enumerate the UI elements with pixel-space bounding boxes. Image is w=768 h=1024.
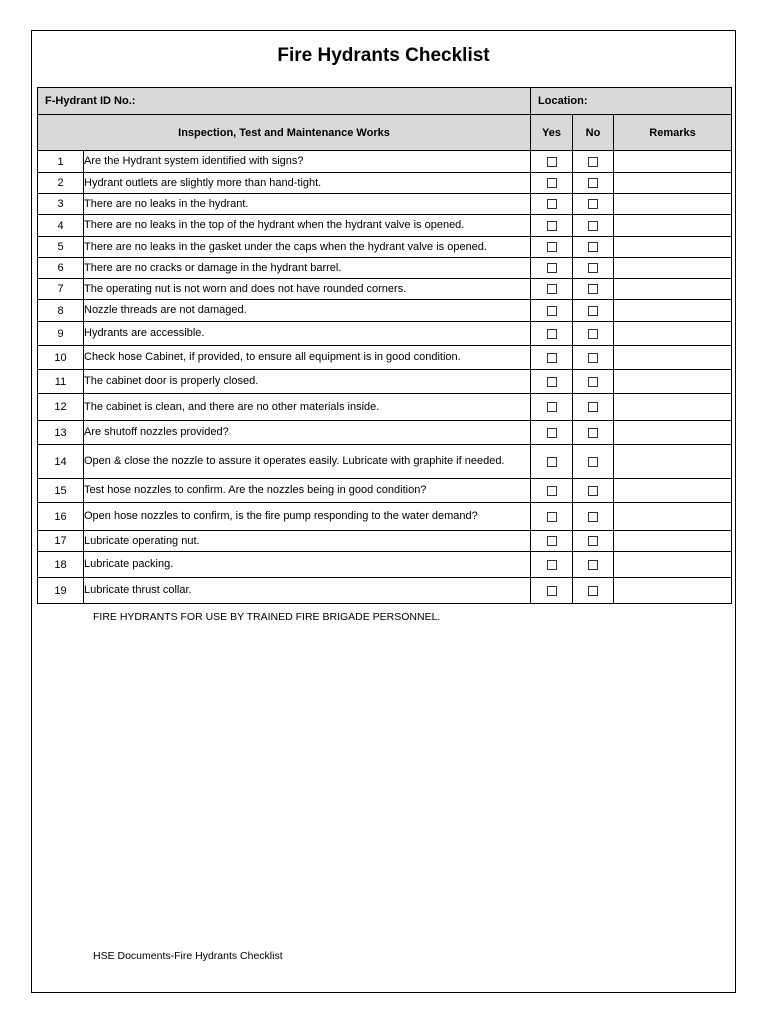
no-checkbox[interactable]	[588, 353, 598, 363]
item-number: 16	[38, 503, 84, 531]
item-text: Nozzle threads are not damaged.	[84, 300, 531, 322]
no-cell	[573, 173, 614, 194]
remarks-cell[interactable]	[614, 479, 732, 503]
table-row	[38, 421, 732, 445]
item-number: 6	[38, 258, 84, 279]
table-row	[38, 300, 732, 322]
yes-cell	[531, 421, 573, 445]
yes-checkbox[interactable]	[547, 428, 557, 438]
table-row	[38, 322, 732, 346]
works-header: Inspection, Test and Maintenance Works	[38, 115, 531, 151]
remarks-cell[interactable]	[614, 322, 732, 346]
yes-cell	[531, 578, 573, 604]
item-text: Check hose Cabinet, if provided, to ensure all equipment is in good condition.	[84, 346, 531, 370]
no-cell	[573, 322, 614, 346]
item-text: Are shutoff nozzles provided?	[84, 421, 531, 445]
remarks-cell[interactable]	[614, 578, 732, 604]
item-number: 12	[38, 394, 84, 421]
no-checkbox[interactable]	[588, 428, 598, 438]
hydrant-id-field[interactable]: F-Hydrant ID No.:	[38, 88, 531, 115]
item-number: 9	[38, 322, 84, 346]
yes-checkbox[interactable]	[547, 457, 557, 467]
item-number: 2	[38, 173, 84, 194]
item-number: 14	[38, 445, 84, 479]
yes-checkbox[interactable]	[547, 402, 557, 412]
yes-checkbox[interactable]	[547, 560, 557, 570]
yes-cell	[531, 370, 573, 394]
checklist-table	[37, 87, 732, 604]
no-cell	[573, 279, 614, 300]
no-cell	[573, 421, 614, 445]
no-checkbox[interactable]	[588, 242, 598, 252]
item-number: 11	[38, 370, 84, 394]
table-row	[38, 346, 732, 370]
item-text: Lubricate thrust collar.	[84, 578, 531, 604]
yes-cell	[531, 279, 573, 300]
no-checkbox[interactable]	[588, 157, 598, 167]
item-number: 18	[38, 552, 84, 578]
item-text: There are no leaks in the gasket under the caps when the hydrant valve is opened.	[84, 237, 531, 258]
table-row	[38, 531, 732, 552]
item-text: Hydrants are accessible.	[84, 322, 531, 346]
table-row	[38, 578, 732, 604]
yes-cell	[531, 445, 573, 479]
yes-cell	[531, 552, 573, 578]
item-number: 19	[38, 578, 84, 604]
yes-checkbox[interactable]	[547, 199, 557, 209]
table-row	[38, 237, 732, 258]
no-checkbox[interactable]	[588, 402, 598, 412]
yes-checkbox[interactable]	[547, 263, 557, 273]
yes-cell	[531, 173, 573, 194]
table-row	[38, 394, 732, 421]
yes-cell	[531, 531, 573, 552]
remarks-cell[interactable]	[614, 346, 732, 370]
no-checkbox[interactable]	[588, 306, 598, 316]
yes-checkbox[interactable]	[547, 306, 557, 316]
no-cell	[573, 578, 614, 604]
no-checkbox[interactable]	[588, 377, 598, 387]
table-row	[38, 552, 732, 578]
table-row	[38, 194, 732, 215]
item-text: There are no cracks or damage in the hydrant barrel.	[84, 258, 531, 279]
yes-cell	[531, 479, 573, 503]
no-cell	[573, 445, 614, 479]
item-number: 4	[38, 215, 84, 237]
table-row	[38, 173, 732, 194]
no-cell	[573, 215, 614, 237]
item-text: There are no leaks in the hydrant.	[84, 194, 531, 215]
remarks-cell[interactable]	[614, 531, 732, 552]
item-text: Are the Hydrant system identified with signs?	[84, 151, 531, 173]
yes-cell	[531, 346, 573, 370]
page-title: Fire Hydrants Checklist	[277, 45, 490, 66]
no-checkbox[interactable]	[588, 586, 598, 596]
usage-note: FIRE HYDRANTS FOR USE BY TRAINED FIRE BRIGADE PERSONNEL.	[93, 611, 441, 623]
footer-text: HSE Documents-Fire Hydrants Checklist	[93, 950, 283, 962]
item-text: Lubricate operating nut.	[84, 531, 531, 552]
item-text: The operating nut is not worn and does not have rounded corners.	[84, 279, 531, 300]
remarks-cell[interactable]	[614, 194, 732, 215]
no-cell	[573, 300, 614, 322]
yes-checkbox[interactable]	[547, 377, 557, 387]
table-row	[38, 503, 732, 531]
yes-header: Yes	[531, 115, 573, 151]
remarks-cell[interactable]	[614, 394, 732, 421]
no-checkbox[interactable]	[588, 221, 598, 231]
yes-cell	[531, 151, 573, 173]
no-cell	[573, 531, 614, 552]
yes-checkbox[interactable]	[547, 329, 557, 339]
yes-cell	[531, 300, 573, 322]
item-text: The cabinet door is properly closed.	[84, 370, 531, 394]
item-text: Hydrant outlets are slightly more than hand-tight.	[84, 173, 531, 194]
item-number: 5	[38, 237, 84, 258]
location-field[interactable]: Location:	[531, 88, 732, 115]
yes-checkbox[interactable]	[547, 284, 557, 294]
remarks-cell[interactable]	[614, 445, 732, 479]
remarks-cell[interactable]	[614, 300, 732, 322]
item-text: Open hose nozzles to confirm, is the fire pump responding to the water demand?	[84, 503, 531, 531]
item-number: 17	[38, 531, 84, 552]
yes-checkbox[interactable]	[547, 512, 557, 522]
item-number: 3	[38, 194, 84, 215]
remarks-cell[interactable]	[614, 258, 732, 279]
no-cell	[573, 258, 614, 279]
item-number: 10	[38, 346, 84, 370]
item-number: 15	[38, 479, 84, 503]
remarks-cell[interactable]	[614, 552, 732, 578]
yes-cell	[531, 503, 573, 531]
item-number: 13	[38, 421, 84, 445]
yes-checkbox[interactable]	[547, 242, 557, 252]
no-cell	[573, 370, 614, 394]
yes-cell	[531, 237, 573, 258]
item-number: 8	[38, 300, 84, 322]
no-checkbox[interactable]	[588, 536, 598, 546]
info-row	[38, 88, 732, 115]
table-row	[38, 445, 732, 479]
table-row	[38, 370, 732, 394]
no-cell	[573, 503, 614, 531]
remarks-cell[interactable]	[614, 279, 732, 300]
yes-checkbox[interactable]	[547, 221, 557, 231]
item-number: 7	[38, 279, 84, 300]
no-checkbox[interactable]	[588, 284, 598, 294]
table-row	[38, 215, 732, 237]
yes-checkbox[interactable]	[547, 586, 557, 596]
yes-checkbox[interactable]	[547, 157, 557, 167]
no-checkbox[interactable]	[588, 457, 598, 467]
item-text: Open & close the nozzle to assure it operates easily. Lubricate with graphite if needed.	[84, 445, 531, 479]
yes-cell	[531, 394, 573, 421]
remarks-cell[interactable]	[614, 503, 732, 531]
no-cell	[573, 151, 614, 173]
table-row	[38, 258, 732, 279]
item-text: There are no leaks in the top of the hydrant when the hydrant valve is opened.	[84, 215, 531, 237]
no-checkbox[interactable]	[588, 560, 598, 570]
remarks-header: Remarks	[614, 115, 732, 151]
yes-cell	[531, 322, 573, 346]
item-text: Test hose nozzles to confirm. Are the nozzles being in good condition?	[84, 479, 531, 503]
yes-checkbox[interactable]	[547, 178, 557, 188]
yes-checkbox[interactable]	[547, 536, 557, 546]
remarks-cell[interactable]	[614, 421, 732, 445]
table-row	[38, 279, 732, 300]
no-cell	[573, 346, 614, 370]
item-text: The cabinet is clean, and there are no other materials inside.	[84, 394, 531, 421]
no-checkbox[interactable]	[588, 486, 598, 496]
no-cell	[573, 552, 614, 578]
remarks-cell[interactable]	[614, 215, 732, 237]
no-checkbox[interactable]	[588, 263, 598, 273]
item-number: 1	[38, 151, 84, 173]
remarks-cell[interactable]	[614, 370, 732, 394]
yes-checkbox[interactable]	[547, 486, 557, 496]
table-row	[38, 151, 732, 173]
no-cell	[573, 194, 614, 215]
no-cell	[573, 237, 614, 258]
no-header: No	[573, 115, 614, 151]
no-checkbox[interactable]	[588, 199, 598, 209]
item-text: Lubricate packing.	[84, 552, 531, 578]
no-cell	[573, 479, 614, 503]
header-row	[38, 115, 732, 151]
yes-cell	[531, 258, 573, 279]
remarks-cell[interactable]	[614, 151, 732, 173]
no-checkbox[interactable]	[588, 329, 598, 339]
no-checkbox[interactable]	[588, 512, 598, 522]
remarks-cell[interactable]	[614, 173, 732, 194]
remarks-cell[interactable]	[614, 237, 732, 258]
table-row	[38, 479, 732, 503]
yes-cell	[531, 215, 573, 237]
yes-checkbox[interactable]	[547, 353, 557, 363]
yes-cell	[531, 194, 573, 215]
no-cell	[573, 394, 614, 421]
no-checkbox[interactable]	[588, 178, 598, 188]
